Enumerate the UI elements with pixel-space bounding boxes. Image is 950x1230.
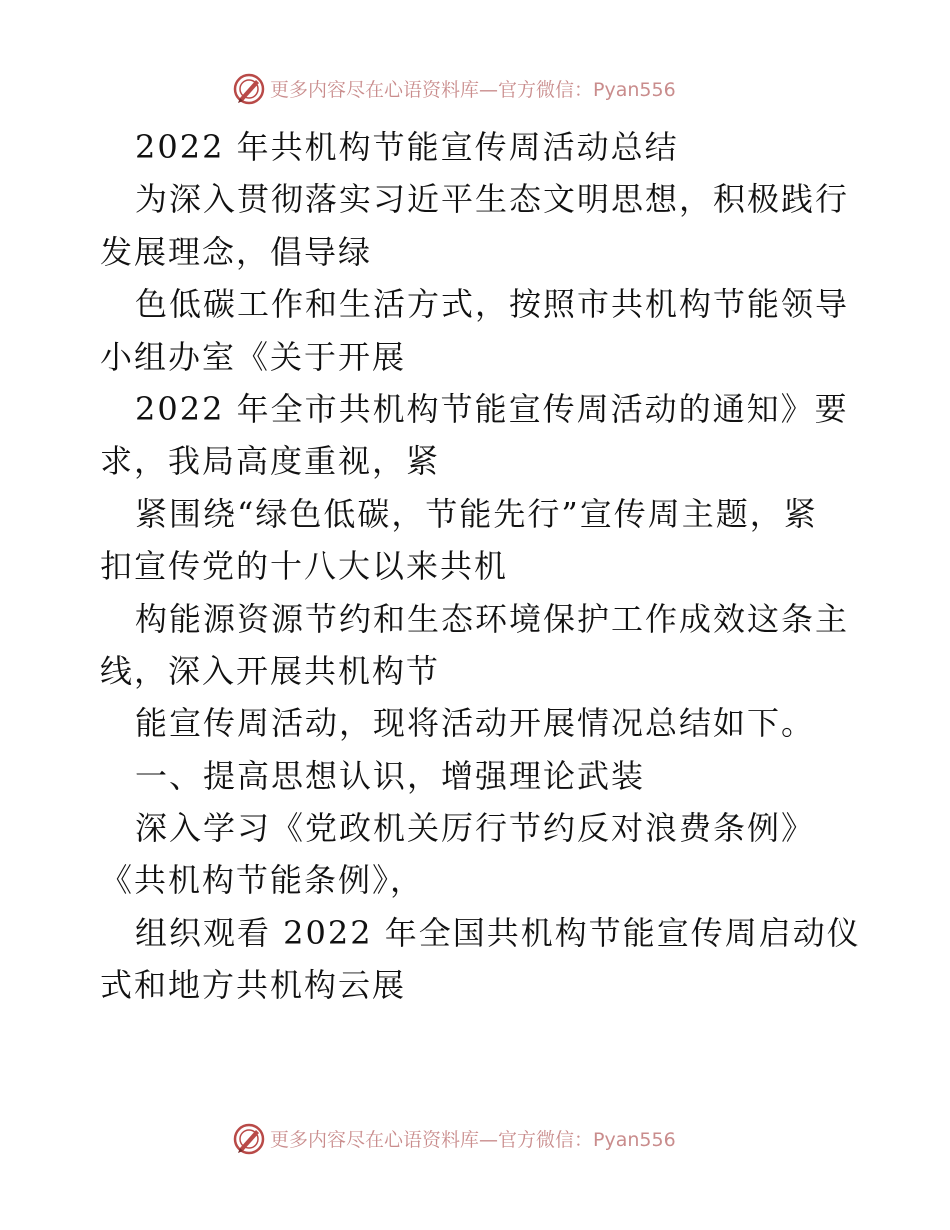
paragraph-line: 色低碳工作和生活方式，按照市共机构节能领导 <box>135 285 850 324</box>
section-heading: 一、提高思想认识，增强理论武装 <box>135 756 646 795</box>
paragraph-line: 《共机构节能条例》， <box>100 861 425 900</box>
banner-text <box>270 78 676 102</box>
banner-separator: — <box>479 79 499 101</box>
pen-circle-logo-icon <box>232 72 266 106</box>
paragraph-line: 2022 年全市共机构节能宣传周活动的通知》要 <box>135 389 849 428</box>
header-banner <box>0 70 950 110</box>
document-body <box>100 121 860 1012</box>
paragraph-line: 为深入贯彻落实习近平生态文明思想，积极践行 <box>135 180 850 219</box>
paragraph-line: 组织观看 2022 年全国共机构节能宣传周启动仪 <box>135 913 861 952</box>
paragraph-line: 发展理念，倡导绿 <box>100 232 373 271</box>
banner-site-text: 更多内容尽在心语资料库 <box>270 1129 480 1151</box>
paragraph-line: 式和地方共机构云展 <box>100 966 407 1005</box>
paragraph-line: 扣宣传党的十八大以来共机 <box>100 547 509 586</box>
pen-circle-logo-icon <box>232 1122 266 1156</box>
document-title: 2022 年共机构节能宣传周活动总结 <box>135 128 679 166</box>
banner-wechat-text: 官方微信：Pyan556 <box>498 1129 676 1151</box>
paragraph-line: 线，深入开展共机构节 <box>100 651 441 690</box>
banner-separator: — <box>479 1129 499 1151</box>
paragraph-line: 深入学习《党政机关厉行节约反对浪费条例》 <box>135 809 816 848</box>
banner-text <box>270 1128 676 1152</box>
paragraph-line: 小组办室《关于开展 <box>100 337 407 376</box>
paragraph-line: 能宣传周活动，现将活动开展情况总结如下。 <box>135 704 816 743</box>
banner-wechat-text: 官方微信：Pyan556 <box>498 79 676 101</box>
paragraph-line: 求，我局高度重视，紧 <box>100 442 441 481</box>
paragraph-line: 构能源资源节约和生态环境保护工作成效这条主 <box>135 599 850 638</box>
banner-site-text: 更多内容尽在心语资料库 <box>270 79 480 101</box>
footer-banner <box>0 1120 950 1160</box>
paragraph-line: 紧围绕“绿色低碳，节能先行”宣传周主题，紧 <box>135 494 818 533</box>
